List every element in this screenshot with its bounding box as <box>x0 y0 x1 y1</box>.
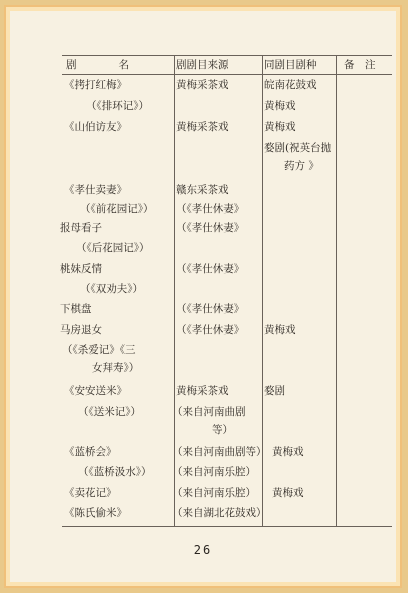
header-notes: 备 注 <box>344 59 376 71</box>
cell: 赣东采茶戏 <box>176 184 229 196</box>
header-divider <box>62 74 392 75</box>
cell: 《蓝桥会》 <box>64 446 117 458</box>
cell: （《孝仕休妻》 <box>176 324 245 336</box>
cell: （《孝仕休妻》 <box>176 263 245 275</box>
cell: 下棋盘 <box>60 303 92 315</box>
cell: 《孝仕卖妻》 <box>64 184 127 196</box>
cell: 桃妹反情 <box>60 263 102 275</box>
cell: （《前花园记》） <box>80 203 154 215</box>
cell: 婺剧(祝英台抛 <box>264 142 332 154</box>
cell: （来自湖北花鼓戏） <box>172 507 267 519</box>
cell: 黄梅采茶戏 <box>176 385 229 397</box>
cell: 婺剧 <box>264 385 285 397</box>
cell: 等） <box>212 424 233 436</box>
header-genre: 同剧目剧种 <box>264 59 317 71</box>
cell: （来自河南曲剧 <box>172 406 246 418</box>
cell: （《孝仕休妻》 <box>176 222 245 234</box>
cell: （《孝仕休妻》 <box>176 303 245 315</box>
cell: 《卖花记》 <box>64 487 117 499</box>
cell: （《双劝夫》） <box>80 283 143 295</box>
cell: （《孝仕休妻》 <box>176 203 245 215</box>
cell: 黄梅采茶戏 <box>176 121 229 133</box>
column-divider <box>336 56 337 526</box>
cell: 马房退女 <box>60 324 102 336</box>
cell: （来自河南曲剧等） <box>172 446 267 458</box>
cell: 黄梅戏 <box>264 100 296 112</box>
cell: （《后花园记》） <box>76 242 150 254</box>
cell: 皖南花鼓戏 <box>264 79 317 91</box>
cell: 女拜寿》） <box>92 362 140 374</box>
page-number: 26 <box>193 543 213 557</box>
header-source: 剧剧目来源 <box>176 59 229 71</box>
cell: 黄梅戏 <box>264 324 296 336</box>
cell: 《安安送米》 <box>64 385 127 397</box>
cell: 黄梅戏 <box>272 487 304 499</box>
cell: （来自河南乐腔） <box>172 487 256 499</box>
cell: 《山伯访友》 <box>64 121 127 133</box>
cell: 《陈氏偷米》 <box>64 507 127 519</box>
cell: 报母看子 <box>60 222 102 234</box>
header-title: 剧 名 <box>66 59 129 71</box>
document-page <box>4 5 402 588</box>
cell: （《送米记》） <box>78 406 141 418</box>
repertoire-table <box>62 55 392 527</box>
cell: （来自河南乐腔） <box>172 466 256 478</box>
cell: （《排环记》） <box>86 100 149 112</box>
cell: 《拷打红梅》 <box>64 79 127 91</box>
cell: （《蓝桥汲水》） <box>78 466 152 478</box>
cell: 黄梅戏 <box>272 446 304 458</box>
cell: 黄梅戏 <box>264 121 296 133</box>
cell: 药方 》 <box>284 160 319 172</box>
cell: （《杀爱记》《三 <box>62 344 136 356</box>
cell: 黄梅采茶戏 <box>176 79 229 91</box>
